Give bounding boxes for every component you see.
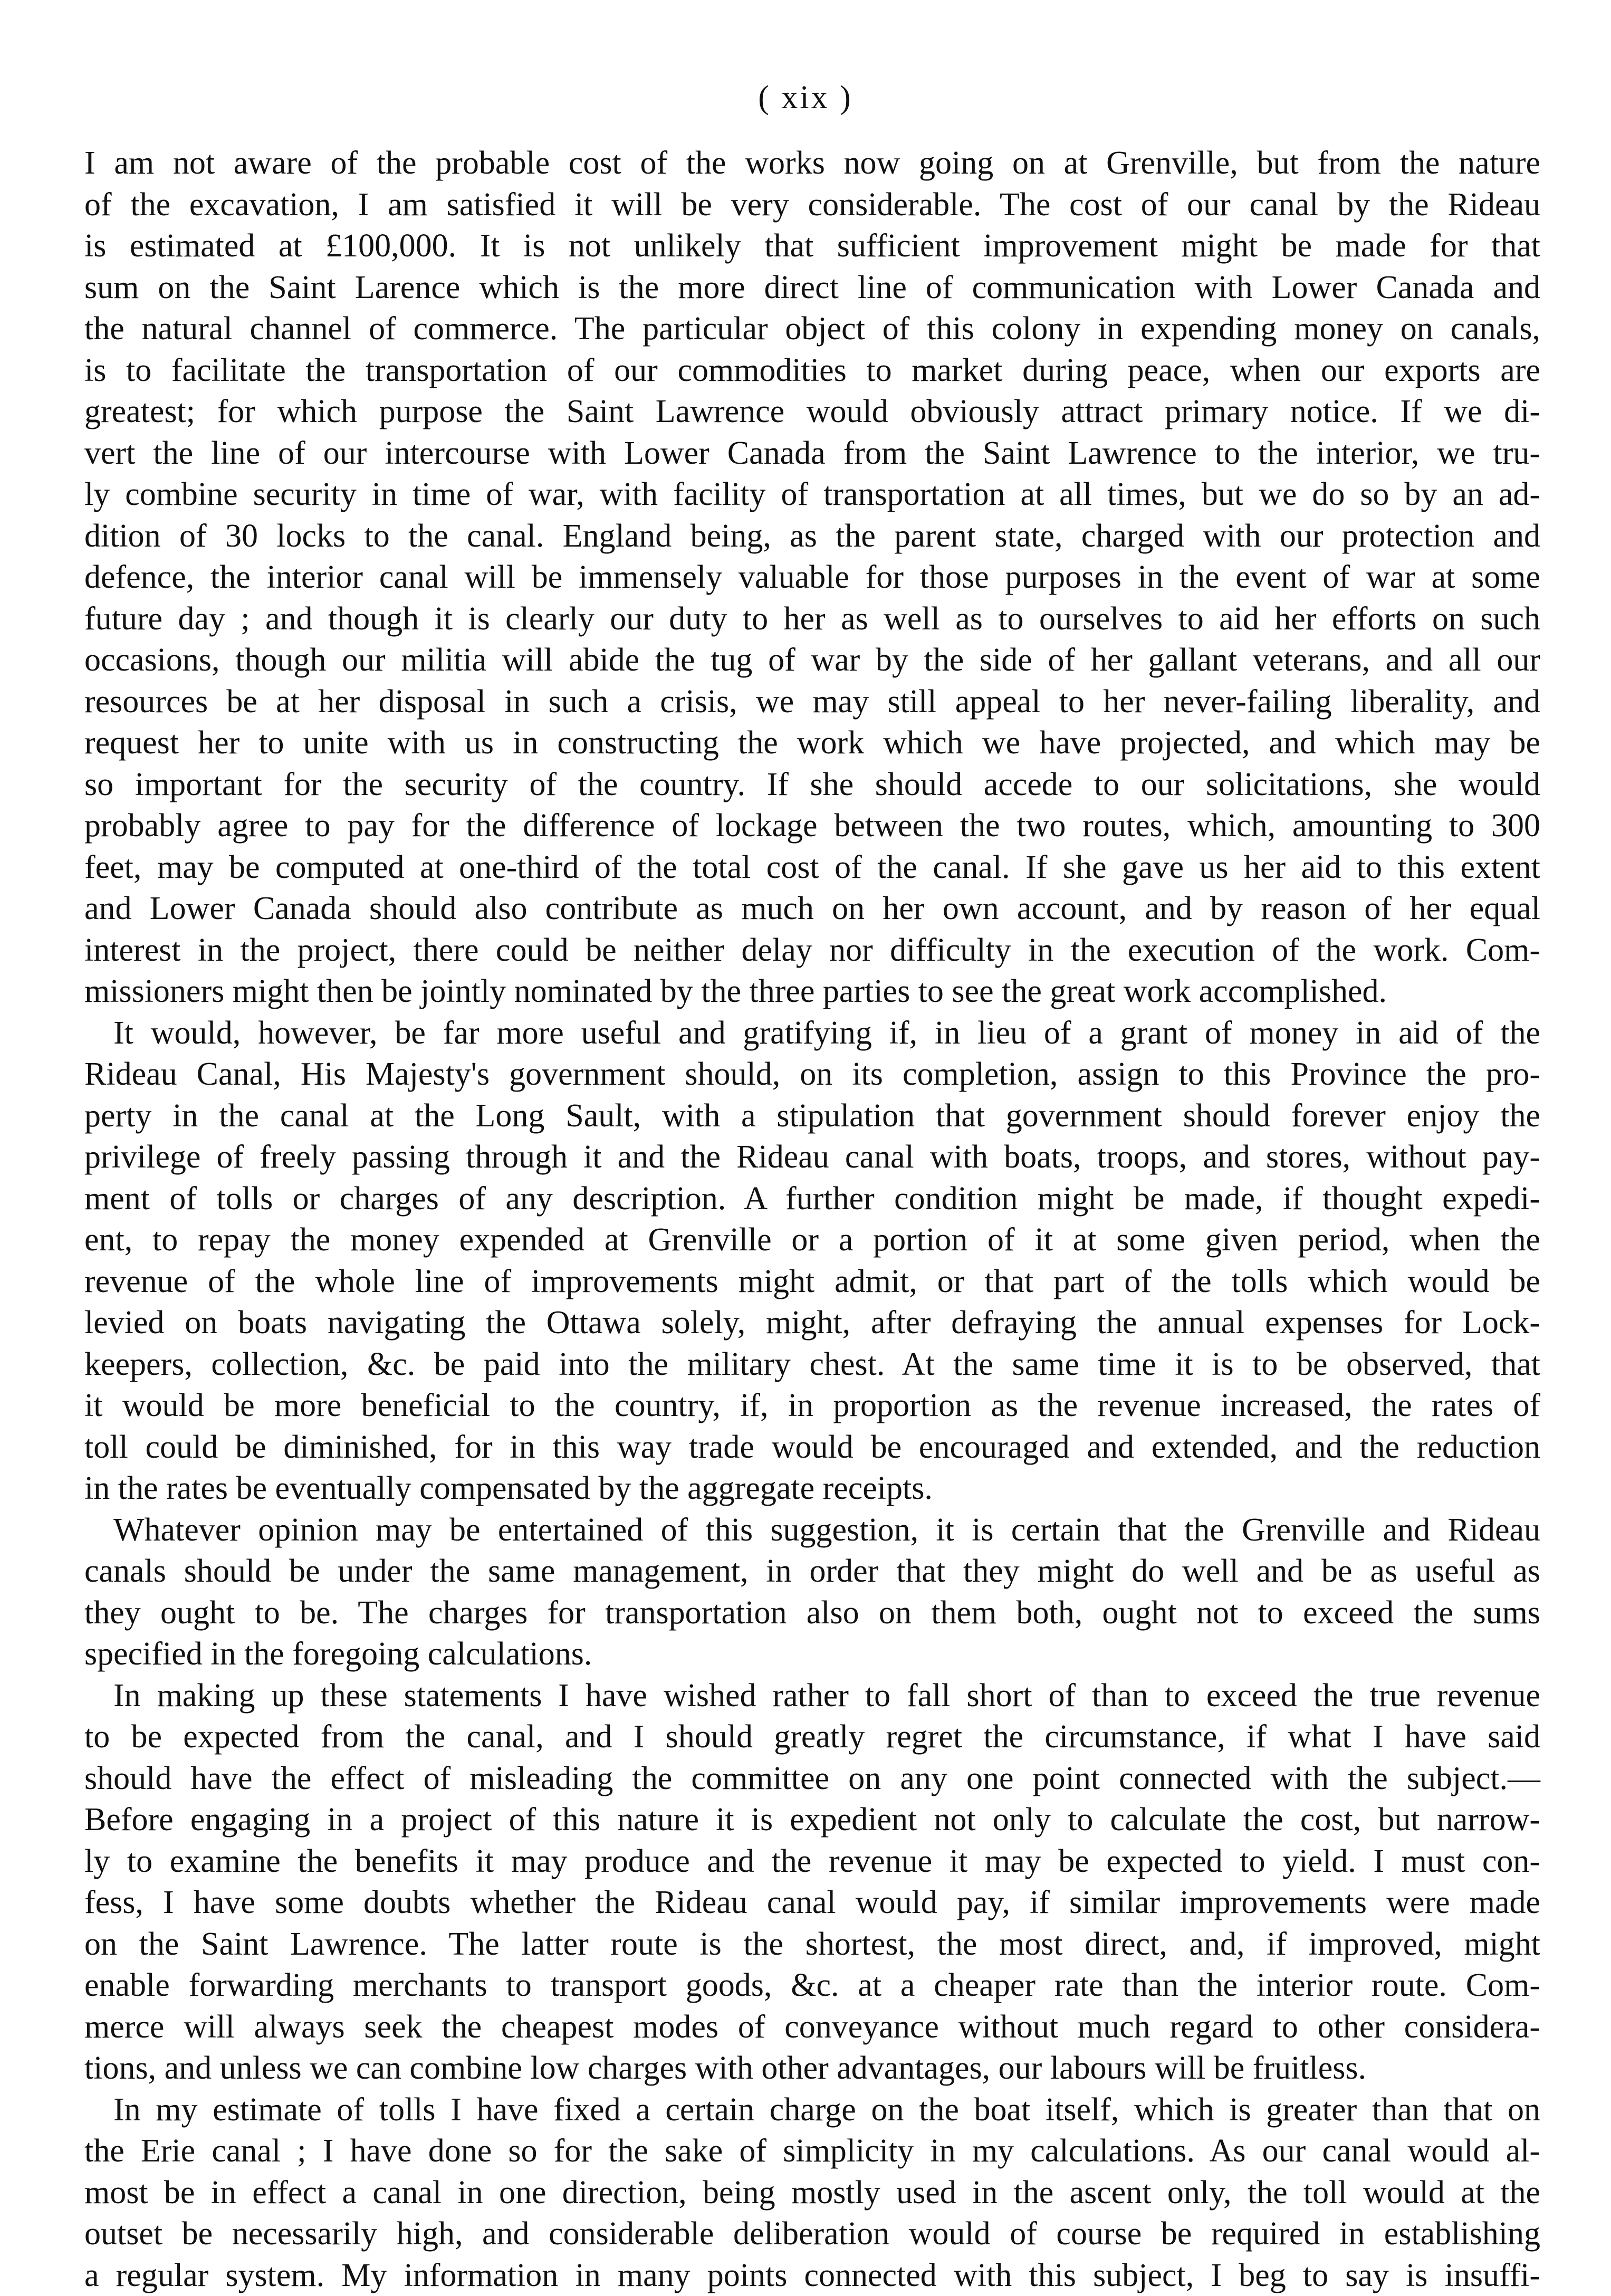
text-line: it would be more beneficial to the country, if, in proportion as the revenue increased, the rates of (84, 1385, 1540, 1427)
text-line: privilege of freely passing through it and the Rideau canal with boats, troops, and stores, without pay- (84, 1136, 1540, 1178)
text-line: request her to unite with us in constructing the work which we have projected, and which may be (84, 722, 1540, 764)
text-line: fess, I have some doubts whether the Rideau canal would pay, if similar improvements were made (84, 1882, 1540, 1924)
text-line: Before engaging in a project of this nature it is expedient not only to calculate the cost, but narrow- (84, 1799, 1540, 1841)
text-line: In making up these statements I have wished rather to fall short of than to exceed the true revenue (84, 1675, 1540, 1717)
text-line: in the rates be eventually compensated by the aggregate receipts. (84, 1468, 1540, 1509)
paragraph (84, 142, 1540, 1012)
text-line: revenue of the whole line of improvements might admit, or that part of the tolls which would be (84, 1261, 1540, 1303)
text-line: perty in the canal at the Long Sault, with a stipulation that government should forever enjoy the (84, 1095, 1540, 1137)
text-line: to be expected from the canal, and I should greatly regret the circumstance, if what I have said (84, 1716, 1540, 1758)
paragraph (84, 2089, 1540, 2296)
text-line: ment of tolls or charges of any description. A further condition might be made, if thought expedi- (84, 1178, 1540, 1220)
text-line: ly to examine the benefits it may produce and the revenue it may be expected to yield. I must con- (84, 1841, 1540, 1882)
text-line: greatest; for which purpose the Saint Lawrence would obviously attract primary notice. If we di- (84, 391, 1540, 433)
text-line: and Lower Canada should also contribute as much on her own account, and by reason of her equal (84, 888, 1540, 930)
text-line: is to facilitate the transportation of our commodities to market during peace, when our exports are (84, 350, 1540, 391)
text-line: interest in the project, there could be neither delay nor difficulty in the execution of the work. Com- (84, 930, 1540, 971)
text-line: occasions, though our militia will abide the tug of war by the side of her gallant veterans, and all our (84, 639, 1540, 681)
text-line: I am not aware of the probable cost of the works now going on at Grenville, but from the nature (84, 142, 1540, 184)
text-line: merce will always seek the cheapest modes of conveyance without much regard to other considera- (84, 2006, 1540, 2048)
text-line: enable forwarding merchants to transport goods, &c. at a cheaper rate than the interior route. Com- (84, 1965, 1540, 2006)
text-line: missioners might then be jointly nominated by the three parties to see the great work accomplished. (84, 971, 1540, 1012)
text-line: defence, the interior canal will be immensely valuable for those purposes in the event of war at some (84, 557, 1540, 598)
text-line: vert the line of our intercourse with Lower Canada from the Saint Lawrence to the interior, we tru- (84, 433, 1540, 474)
text-line: Whatever opinion may be entertained of this suggestion, it is certain that the Grenville and Rideau (84, 1509, 1540, 1551)
text-line: keepers, collection, &c. be paid into the military chest. At the same time it is to be observed, that (84, 1344, 1540, 1385)
text-line: should have the effect of misleading the committee on any one point connected with the subject.— (84, 1758, 1540, 1800)
text-line: ly combine security in time of war, with facility of transportation at all times, but we do so by an ad- (84, 474, 1540, 515)
text-line: future day ; and though it is clearly our duty to her as well as to ourselves to aid her efforts on such (84, 598, 1540, 640)
text-line: outset be necessarily high, and considerable deliberation would of course be required in establishing (84, 2213, 1540, 2255)
text-line: canals should be under the same management, in order that they might do well and be as useful as (84, 1551, 1540, 1592)
paragraph (84, 1509, 1540, 1675)
text-line: on the Saint Lawrence. The latter route is the shortest, the most direct, and, if improved, might (84, 1924, 1540, 1965)
text-line: Rideau Canal, His Majesty's government should, on its completion, assign to this Province the pro- (84, 1054, 1540, 1095)
text-line: most be in effect a canal in one direction, being mostly used in the ascent only, the toll would at the (84, 2172, 1540, 2214)
paragraph (84, 1012, 1540, 1509)
text-line: so important for the security of the country. If she should accede to our solicitations, she would (84, 764, 1540, 806)
text-line: tions, and unless we can combine low charges with other advantages, our labours will be fruitless. (84, 2048, 1540, 2089)
text-line: In my estimate of tolls I have fixed a certain charge on the boat itself, which is greater than that on (84, 2089, 1540, 2131)
text-line: they ought to be. The charges for transportation also on them both, ought not to exceed the sums (84, 1592, 1540, 1634)
paragraph (84, 1675, 1540, 2089)
text-line: resources be at her disposal in such a crisis, we may still appeal to her never-failing liberality, and (84, 681, 1540, 723)
text-line: specified in the foregoing calculations. (84, 1633, 1540, 1675)
text-line: levied on boats navigating the Ottawa solely, might, after defraying the annual expenses for Lock- (84, 1302, 1540, 1344)
text-line: a regular system. My information in many points connected with this subject, I beg to say is insuffi- (84, 2255, 1540, 2296)
text-line: probably agree to pay for the difference of lockage between the two routes, which, amounting to 300 (84, 805, 1540, 847)
text-line: is estimated at £100,000. It is not unlikely that sufficient improvement might be made for that (84, 225, 1540, 267)
text-line: It would, however, be far more useful and gratifying if, in lieu of a grant of money in aid of the (84, 1012, 1540, 1054)
text-line: ent, to repay the money expended at Grenville or a portion of it at some given period, when the (84, 1219, 1540, 1261)
text-line: dition of 30 locks to the canal. England being, as the parent state, charged with our protection and (84, 515, 1540, 557)
text-line: the Erie canal ; I have done so for the sake of simplicity in my calculations. As our canal would al- (84, 2130, 1540, 2172)
text-line: the natural channel of commerce. The particular object of this colony in expending money on canals, (84, 308, 1540, 350)
text-line: feet, may be computed at one-third of the total cost of the canal. If she gave us her aid to this extent (84, 847, 1540, 888)
body-text (84, 142, 1540, 2296)
text-line: sum on the Saint Larence which is the more direct line of communication with Lower Canada and (84, 267, 1540, 309)
page-number: ( xix ) (0, 79, 1611, 117)
text-line: of the excavation, I am satisfied it will be very considerable. The cost of our canal by the Rideau (84, 184, 1540, 226)
text-line: toll could be diminished, for in this way trade would be encouraged and extended, and the reduction (84, 1427, 1540, 1468)
